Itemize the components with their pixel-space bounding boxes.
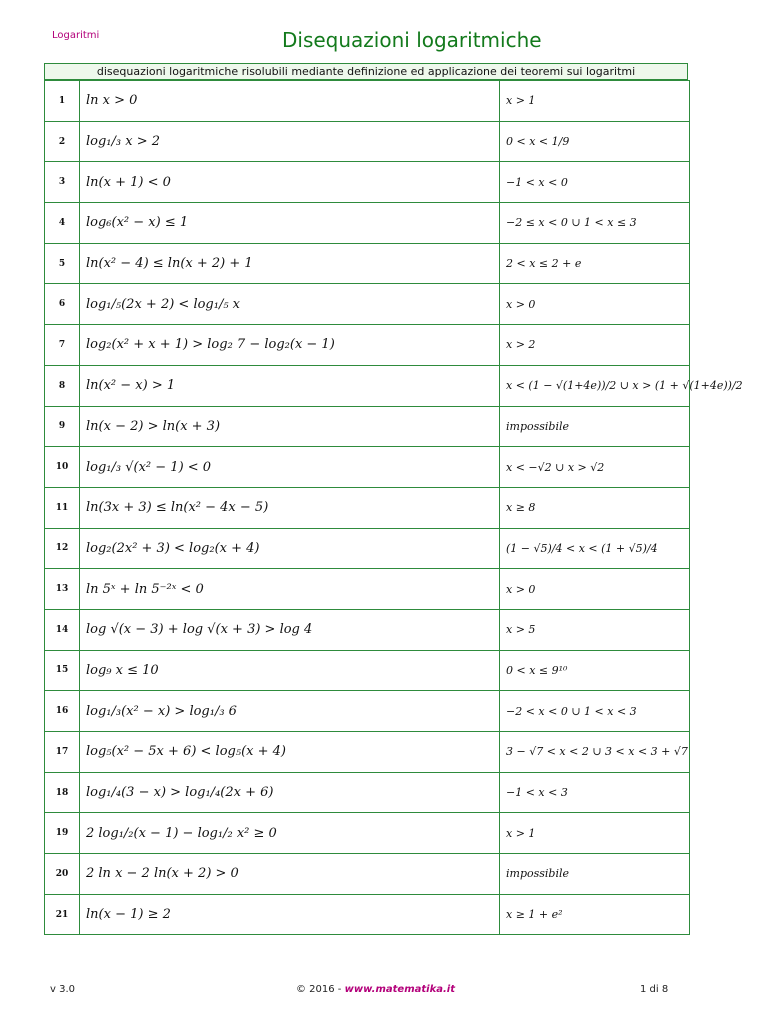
exercise-inequality: ln(x − 2) > ln(x + 3) xyxy=(80,406,500,447)
exercise-number: 15 xyxy=(45,650,80,691)
exercise-solution: x > 1 xyxy=(500,81,690,122)
exercise-number: 7 xyxy=(45,325,80,366)
exercise-solution: x > 1 xyxy=(500,813,690,854)
table-row xyxy=(45,691,690,732)
exercise-inequality: log₁/₄(3 − x) > log₁/₄(2x + 6) xyxy=(80,772,500,813)
footer-copyright-text: © 2016 - xyxy=(296,984,345,995)
exercise-solution: 2 < x ≤ 2 + e xyxy=(500,243,690,284)
exercise-number: 10 xyxy=(45,447,80,488)
exercise-solution: −2 < x < 0 ∪ 1 < x < 3 xyxy=(500,691,690,732)
table-row xyxy=(45,894,690,935)
exercise-inequality: log₁/₅(2x + 2) < log₁/₅ x xyxy=(80,284,500,325)
exercise-table xyxy=(44,80,743,935)
footer-site-link[interactable]: www.matematika.it xyxy=(344,984,455,995)
exercise-inequality: ln(x − 1) ≥ 2 xyxy=(80,894,500,935)
table-row xyxy=(45,162,690,203)
exercise-solution: x < −√2 ∪ x > √2 xyxy=(500,447,690,488)
footer-page-number: 1 di 8 xyxy=(640,984,669,995)
exercise-number: 12 xyxy=(45,528,80,569)
table-row xyxy=(45,487,690,528)
table-row xyxy=(45,569,690,610)
exercise-solution: −1 < x < 3 xyxy=(500,772,690,813)
exercise-solution: x > 0 xyxy=(500,569,690,610)
exercise-number: 16 xyxy=(45,691,80,732)
exercise-number: 13 xyxy=(45,569,80,610)
table-row xyxy=(45,203,690,244)
exercise-inequality: log₂(2x² + 3) < log₂(x + 4) xyxy=(80,528,500,569)
exercise-solution: 3 − √7 < x < 2 ∪ 3 < x < 3 + √7 xyxy=(500,732,690,773)
exercise-inequality: log₂(x² + x + 1) > log₂ 7 − log₂(x − 1) xyxy=(80,325,500,366)
table-row xyxy=(45,772,690,813)
exercise-inequality: ln(x² − x) > 1 xyxy=(80,365,500,406)
exercise-inequality: ln(3x + 3) ≤ ln(x² − 4x − 5) xyxy=(80,487,500,528)
section-label: Logaritmi xyxy=(52,30,100,41)
exercise-solution: 0 < x ≤ 9¹⁰ xyxy=(500,650,690,691)
exercise-number: 8 xyxy=(45,365,80,406)
exercise-number: 2 xyxy=(45,121,80,162)
exercise-number: 17 xyxy=(45,732,80,773)
exercise-number: 1 xyxy=(45,81,80,122)
exercise-solution: x ≥ 1 + e² xyxy=(500,894,690,935)
exercise-number: 18 xyxy=(45,772,80,813)
subtitle-band: disequazioni logaritmiche risolubili mediante definizione ed applicazione dei teoremi sui logaritmi xyxy=(44,63,688,80)
footer-version: v 3.0 xyxy=(50,984,75,995)
exercise-inequality: 2 log₁/₂(x − 1) − log₁/₂ x² ≥ 0 xyxy=(80,813,500,854)
table-row xyxy=(45,243,690,284)
table-row xyxy=(45,406,690,447)
exercise-inequality: log₉ x ≤ 10 xyxy=(80,650,500,691)
table-row xyxy=(45,81,690,122)
exercise-solution: −2 ≤ x < 0 ∪ 1 < x ≤ 3 xyxy=(500,203,690,244)
exercise-solution: impossibile xyxy=(500,854,690,895)
exercise-solution: x ≥ 8 xyxy=(500,487,690,528)
exercise-solution: impossibile xyxy=(500,406,690,447)
exercise-number: 14 xyxy=(45,609,80,650)
table-row xyxy=(45,447,690,488)
exercise-number: 21 xyxy=(45,894,80,935)
exercise-number: 6 xyxy=(45,284,80,325)
exercise-number: 9 xyxy=(45,406,80,447)
table-row xyxy=(45,325,690,366)
table-row xyxy=(45,813,690,854)
exercise-inequality: log₁/₃(x² − x) > log₁/₃ 6 xyxy=(80,691,500,732)
exercise-number: 11 xyxy=(45,487,80,528)
exercise-solution: (1 − √5)/4 < x < (1 + √5)/4 xyxy=(500,528,690,569)
exercise-solution: x > 5 xyxy=(500,609,690,650)
table-row xyxy=(45,650,690,691)
exercise-number: 4 xyxy=(45,203,80,244)
exercise-solution: x < (1 − √(1+4e))/2 ∪ x > (1 + √(1+4e))/2 xyxy=(500,365,690,406)
exercise-inequality: log₁/₃ √(x² − 1) < 0 xyxy=(80,447,500,488)
exercise-inequality: log₁/₃ x > 2 xyxy=(80,121,500,162)
exercise-inequality: log₆(x² − x) ≤ 1 xyxy=(80,203,500,244)
exercise-inequality: ln x > 0 xyxy=(80,81,500,122)
table-row xyxy=(45,365,690,406)
table-row xyxy=(45,528,690,569)
exercise-inequality: 2 ln x − 2 ln(x + 2) > 0 xyxy=(80,854,500,895)
table-row xyxy=(45,732,690,773)
page-title: Disequazioni logaritmiche xyxy=(282,28,542,52)
exercise-inequality: log √(x − 3) + log √(x + 3) > log 4 xyxy=(80,609,500,650)
exercise-number: 3 xyxy=(45,162,80,203)
exercise-inequality: log₅(x² − 5x + 6) < log₅(x + 4) xyxy=(80,732,500,773)
table-row xyxy=(45,284,690,325)
exercise-solution: −1 < x < 0 xyxy=(500,162,690,203)
table-row xyxy=(45,854,690,895)
exercise-inequality: ln(x² − 4) ≤ ln(x + 2) + 1 xyxy=(80,243,500,284)
exercise-solution: 0 < x < 1/9 xyxy=(500,121,690,162)
table-row xyxy=(45,121,690,162)
exercise-inequality: ln(x + 1) < 0 xyxy=(80,162,500,203)
table-row xyxy=(45,609,690,650)
exercise-inequality: ln 5ˣ + ln 5⁻²ˣ < 0 xyxy=(80,569,500,610)
exercise-number: 20 xyxy=(45,854,80,895)
exercise-number: 5 xyxy=(45,243,80,284)
exercise-solution: x > 0 xyxy=(500,284,690,325)
exercise-solution: x > 2 xyxy=(500,325,690,366)
exercise-number: 19 xyxy=(45,813,80,854)
footer-copyright xyxy=(296,984,455,995)
